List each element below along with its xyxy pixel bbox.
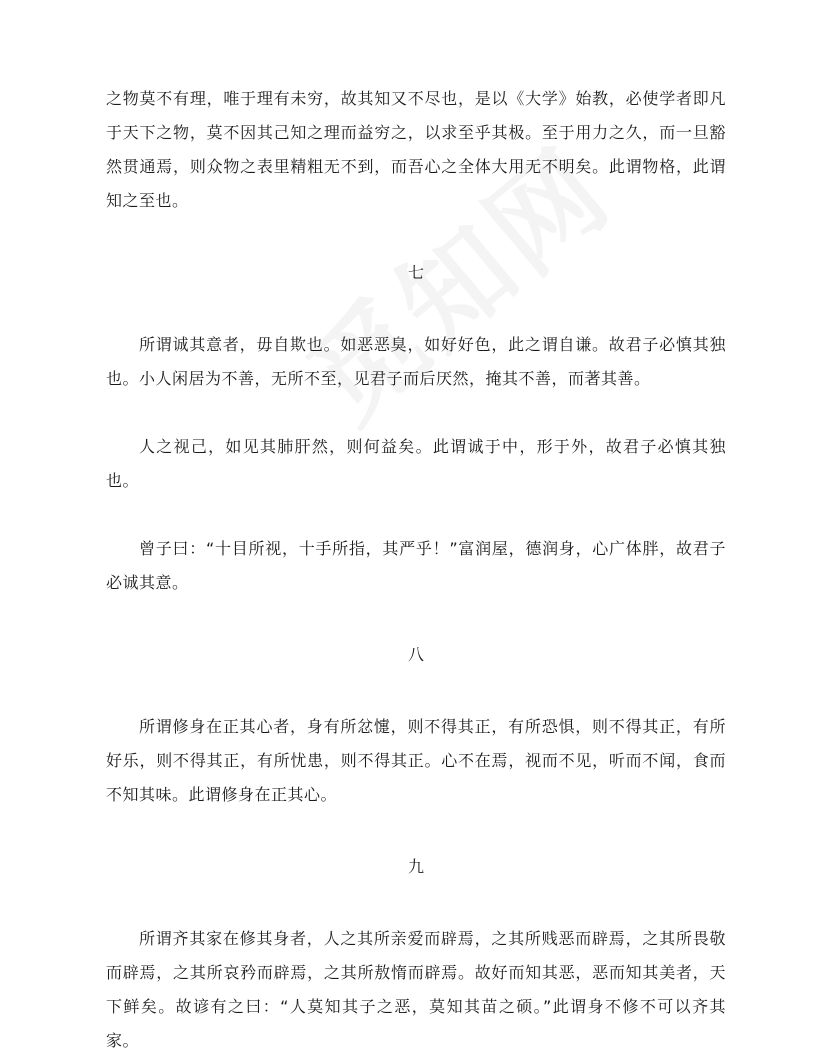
section-8-paragraph-1: 所谓修身在正其心者，身有所忿懥，则不得其正，有所恐惧，则不得其正，有所好乐，则不得其正，有所忧患，则不得其正。心不在焉，视而不见，听而不闻，食而不知其味。此谓修身在正其心。 bbox=[106, 717, 726, 804]
section-7-paragraph-1: 所谓诚其意者，毋自欺也。如恶恶臭，如好好色，此之谓自谦。故君子必慎其独也。小人闲居为不善，无所不至，见君子而后厌然，掩其不善，而著其善。 bbox=[106, 335, 726, 388]
section-7-paragraph-2: 人之视己，如见其肺肝然，则何益矣。此谓诚于中，形于外，故君子必慎其独也。 bbox=[106, 437, 726, 490]
section-heading-7: 七 bbox=[407, 263, 424, 282]
section-heading-8: 八 bbox=[407, 645, 424, 664]
intro-paragraph: 之物莫不有理，唯于理有未穷，故其知又不尽也，是以《大学》始教，必使学者即凡于天下之物，莫不因其己知之理而益穷之，以求至乎其极。至于用力之久，而一旦豁然贯通焉，则众物之表里精粗无不到，而吾心之全体大用无不明矣。此谓物格，此谓知之至也。 bbox=[106, 89, 726, 210]
section-heading-9: 九 bbox=[407, 857, 424, 876]
section-9-paragraph-1: 所谓齐其家在修其身者，人之其所亲爱而辟焉，之其所贱恶而辟焉，之其所畏敬而辟焉，之其所哀矜而辟焉，之其所敖惰而辟焉。故好而知其恶，恶而知其美者，天下鲜矣。故谚有之曰：“人莫知其子之恶，莫知其苗之硕。”此谓身不修不可以齐其家。 bbox=[106, 929, 726, 1050]
section-7-paragraph-3: 曾子曰：“十目所视，十手所指，其严乎！”富润屋，德润身，心广体胖，故君子必诚其意。 bbox=[106, 539, 726, 592]
document-page bbox=[106, 82, 726, 1058]
